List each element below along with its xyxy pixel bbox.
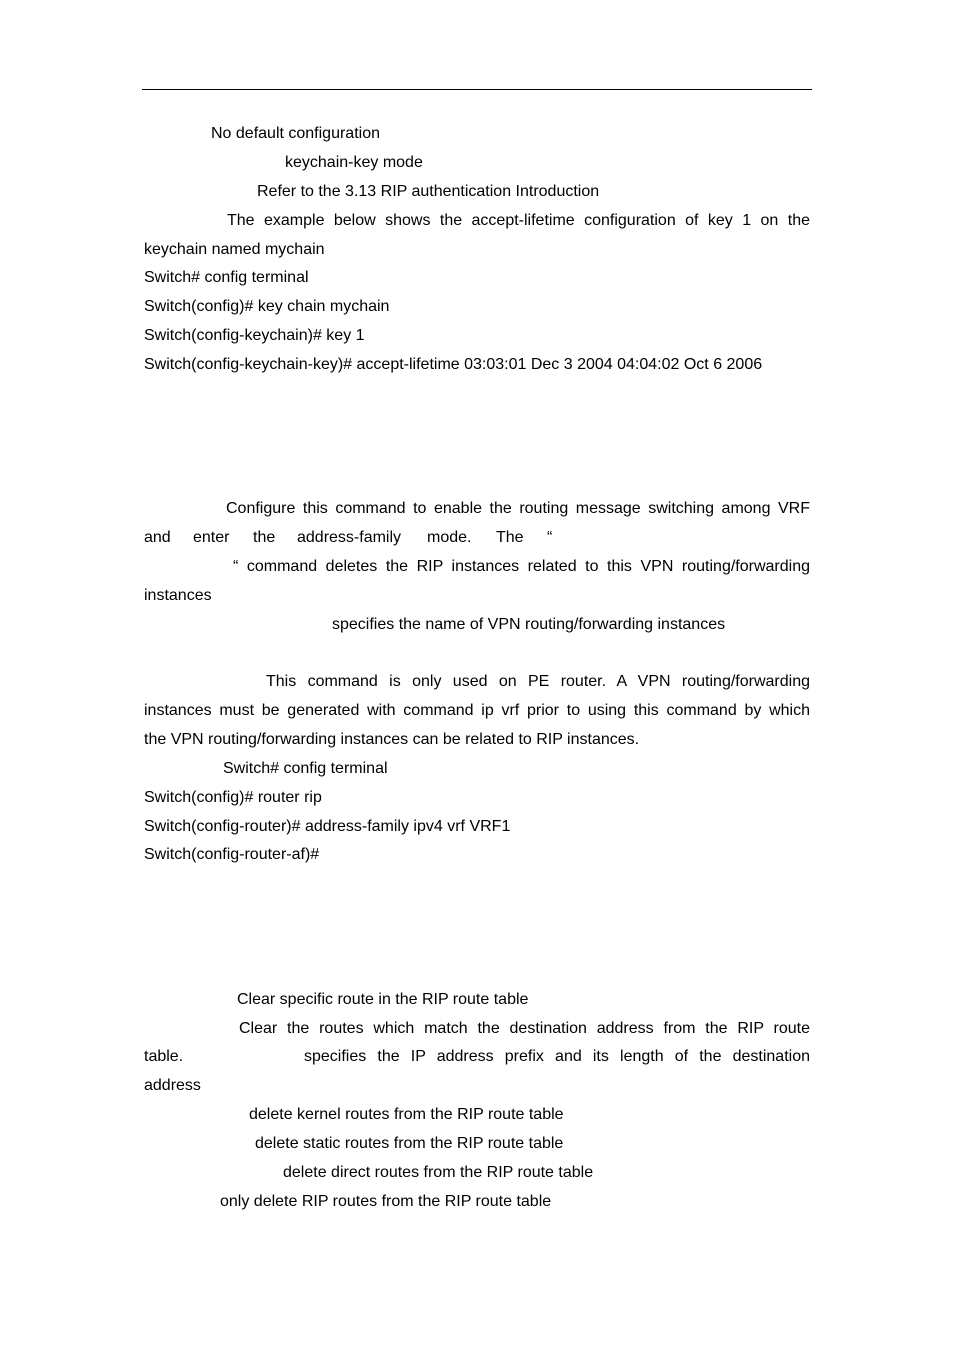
static-parameter-text: delete static routes from the RIP route table: [255, 1135, 564, 1152]
header-rule: [142, 89, 812, 90]
example-command-line-2: Switch(config)# router rip: [144, 789, 322, 806]
example-command-line-2: Switch(config)# key chain mychain: [144, 298, 390, 315]
rip-parameter-text: only delete RIP routes from the RIP route table: [220, 1193, 552, 1210]
parameter-line-1: Clear the routes which match the destination address from the RIP route: [239, 1020, 810, 1037]
function-text: Clear specific route in the RIP route table: [237, 991, 529, 1008]
kernel-parameter-text: delete kernel routes from the RIP route table: [249, 1106, 564, 1123]
example-command-line-1: Switch# config terminal: [144, 269, 309, 286]
usage-guide-text: Refer to the 3.13 RIP authentication Introduction: [257, 183, 600, 200]
usage-guide-line-2: instances must be generated with command ip vrf prior to using this command by which: [144, 702, 810, 719]
example-command-line-4: Switch(config-router-af)#: [144, 846, 320, 863]
example-command-line-3: Switch(config-router)# address-family ipv4 vrf VRF1: [144, 818, 511, 835]
function-description-line-4: instances: [144, 587, 212, 604]
usage-guide-line-1: This command is only used on PE router. A VPN routing/forwarding: [266, 673, 810, 690]
command-mode-text: keychain-key mode: [285, 154, 423, 171]
example-command-line-3: Switch(config-keychain)# key 1: [144, 327, 365, 344]
example-command-line-4: Switch(config-keychain-key)# accept-lifetime 03:03:01 Dec 3 2004 04:04:02 Oct 6 2006: [144, 356, 763, 373]
example-description-line-2: keychain named mychain: [144, 241, 325, 258]
example-description-line-1: The example below shows the accept-lifetime configuration of key 1 on the: [227, 212, 810, 229]
parameter-text: specifies the name of VPN routing/forwarding instances: [332, 616, 726, 633]
default-text: No default configuration: [211, 125, 380, 142]
parameter-line-3: address: [144, 1077, 201, 1094]
parameter-line-2-start: table.: [144, 1048, 184, 1065]
example-command-line-1: Switch# config terminal: [223, 760, 388, 777]
function-description-line-1: Configure this command to enable the routing message switching among VRF: [226, 500, 810, 517]
connected-parameter-text: delete direct routes from the RIP route table: [283, 1164, 594, 1181]
parameter-line-2-rest: specifies the IP address prefix and its length of the destination: [304, 1048, 810, 1065]
function-description-line-3: “ command deletes the RIP instances related to this VPN routing/forwarding: [233, 558, 810, 575]
usage-guide-line-3: the VPN routing/forwarding instances can be related to RIP instances.: [144, 731, 640, 748]
